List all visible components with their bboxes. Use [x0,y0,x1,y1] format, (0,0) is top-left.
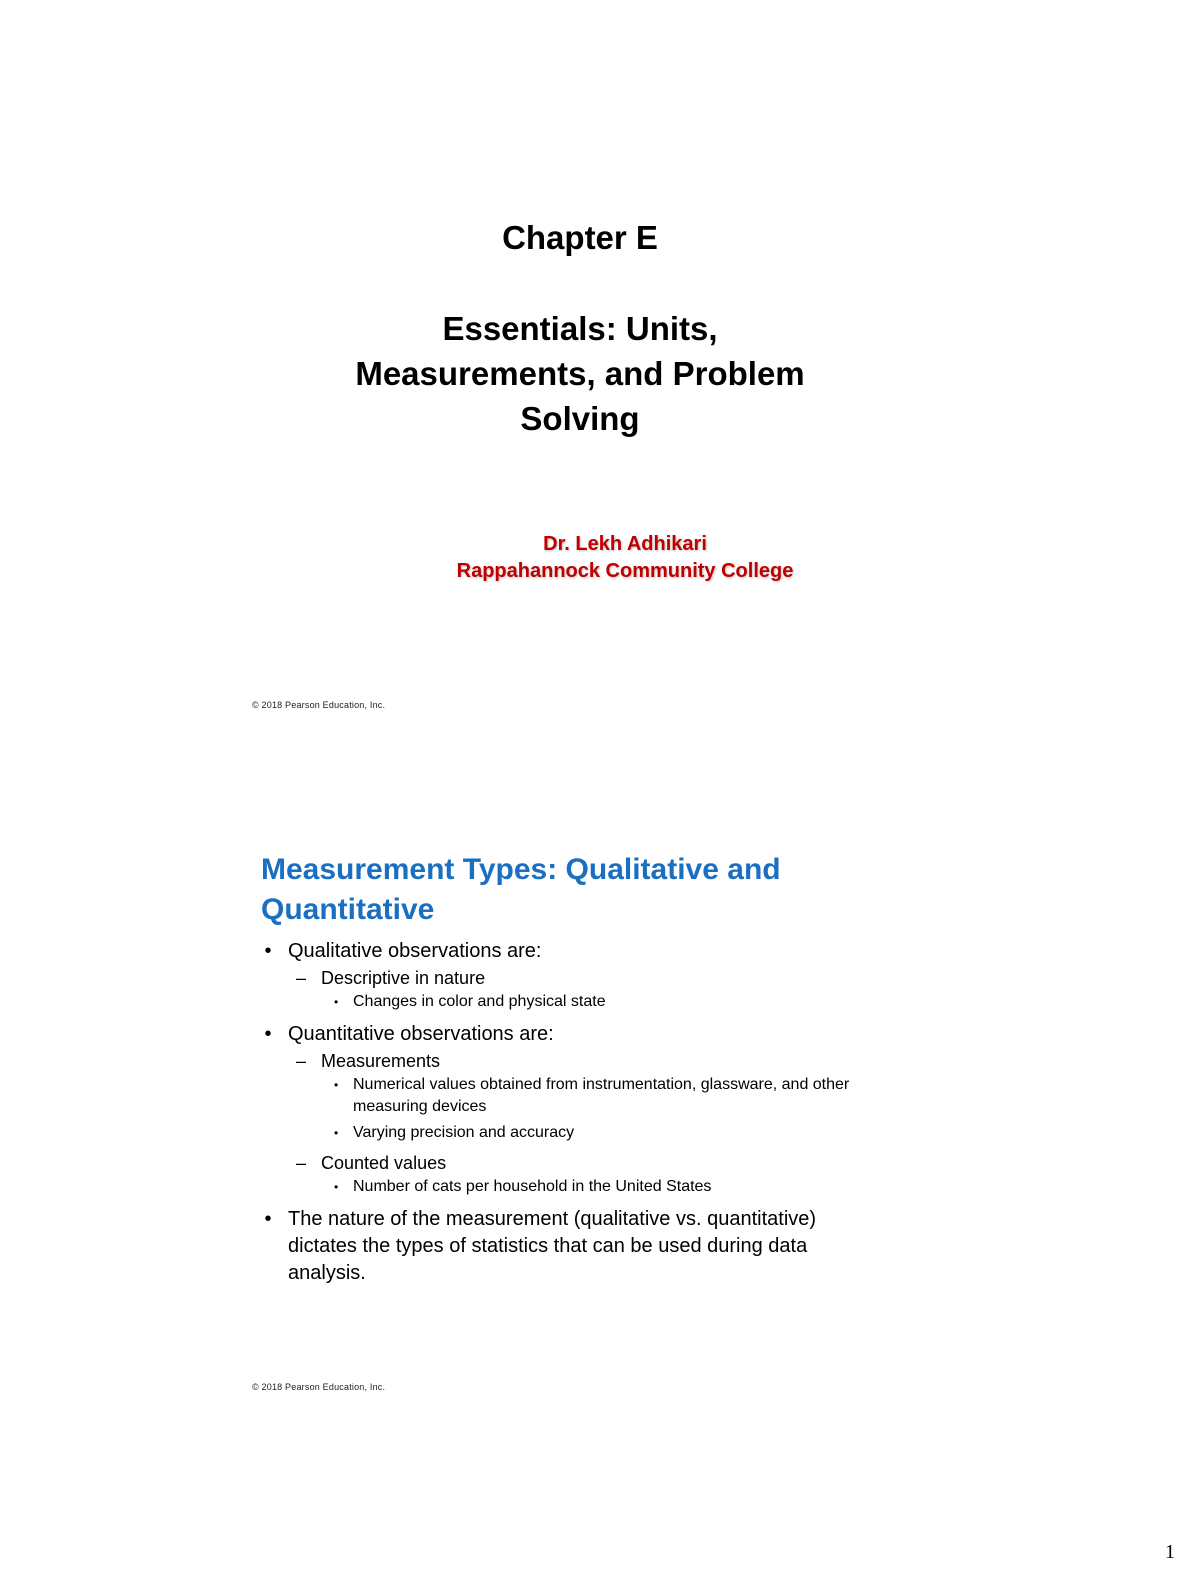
bullet-list [258,938,958,1287]
bullet-marker: • [334,995,339,1009]
sub-bullet-item [258,1048,958,1074]
bullet-text-line: analysis. [288,1262,366,1284]
slide-title-line: Quantitative [261,893,435,926]
bullet-text-line: The nature of the measurement (qualitative vs. quantitative) [288,1208,817,1230]
sub-bullet-text: Counted values [321,1153,447,1173]
sub-bullet-text: Descriptive in nature [321,968,486,988]
copyright-notice: © 2018 Pearson Education, Inc. [252,1382,386,1392]
bullet-text: Qualitative observations are: [288,940,542,962]
bullet-marker: • [334,1126,339,1140]
subsub-bullet-item [258,1176,958,1198]
author-block [400,531,850,585]
sub-bullet-item [258,965,958,991]
subsub-bullet-text: Varying precision and accuracy [353,1124,575,1141]
bullet-item [258,938,958,965]
sub-bullet-text: Measurements [321,1051,441,1071]
bullet-item [258,1206,958,1287]
bullet-text: Quantitative observations are: [288,1023,554,1045]
bullet-marker: • [264,1023,272,1045]
chapter-title-line: Measurements, and Problem [355,355,805,392]
chapter-title-line: Essentials: Units, [442,310,718,347]
subsub-bullet-text: Number of cats per household in the United States [353,1178,712,1195]
dash-marker: – [296,968,307,988]
bullet-marker: • [264,1208,272,1230]
bullet-marker: • [334,1180,339,1194]
sub-bullet-item [258,1150,958,1176]
subsub-bullet-text: Changes in color and physical state [353,993,606,1010]
slide-title [261,850,901,930]
chapter-title-line: Solving [520,400,640,437]
bullet-item [258,1021,958,1048]
subsub-bullet-item [258,1122,958,1144]
chapter-title [280,306,880,441]
bullet-marker: • [264,940,272,962]
chapter-label: Chapter E [502,219,658,256]
subsub-bullet-line: measuring devices [353,1098,487,1115]
dash-marker: – [296,1051,307,1071]
dash-marker: – [296,1153,307,1173]
subsub-bullet-item [258,991,958,1013]
slide-title-line: Measurement Types: Qualitative and [261,853,781,886]
copyright-notice: © 2018 Pearson Education, Inc. [252,700,386,710]
author-name: Dr. Lekh Adhikari [543,533,707,555]
institution-name: Rappahannock Community College [456,560,794,582]
page-number: 1 [1165,1541,1175,1563]
bullet-text-line: dictates the types of statistics that can be used during data [288,1235,808,1257]
subsub-bullet-line: Numerical values obtained from instrumentation, glassware, and other [353,1076,850,1093]
bullet-marker: • [334,1078,339,1092]
subsub-bullet-item [258,1074,958,1118]
